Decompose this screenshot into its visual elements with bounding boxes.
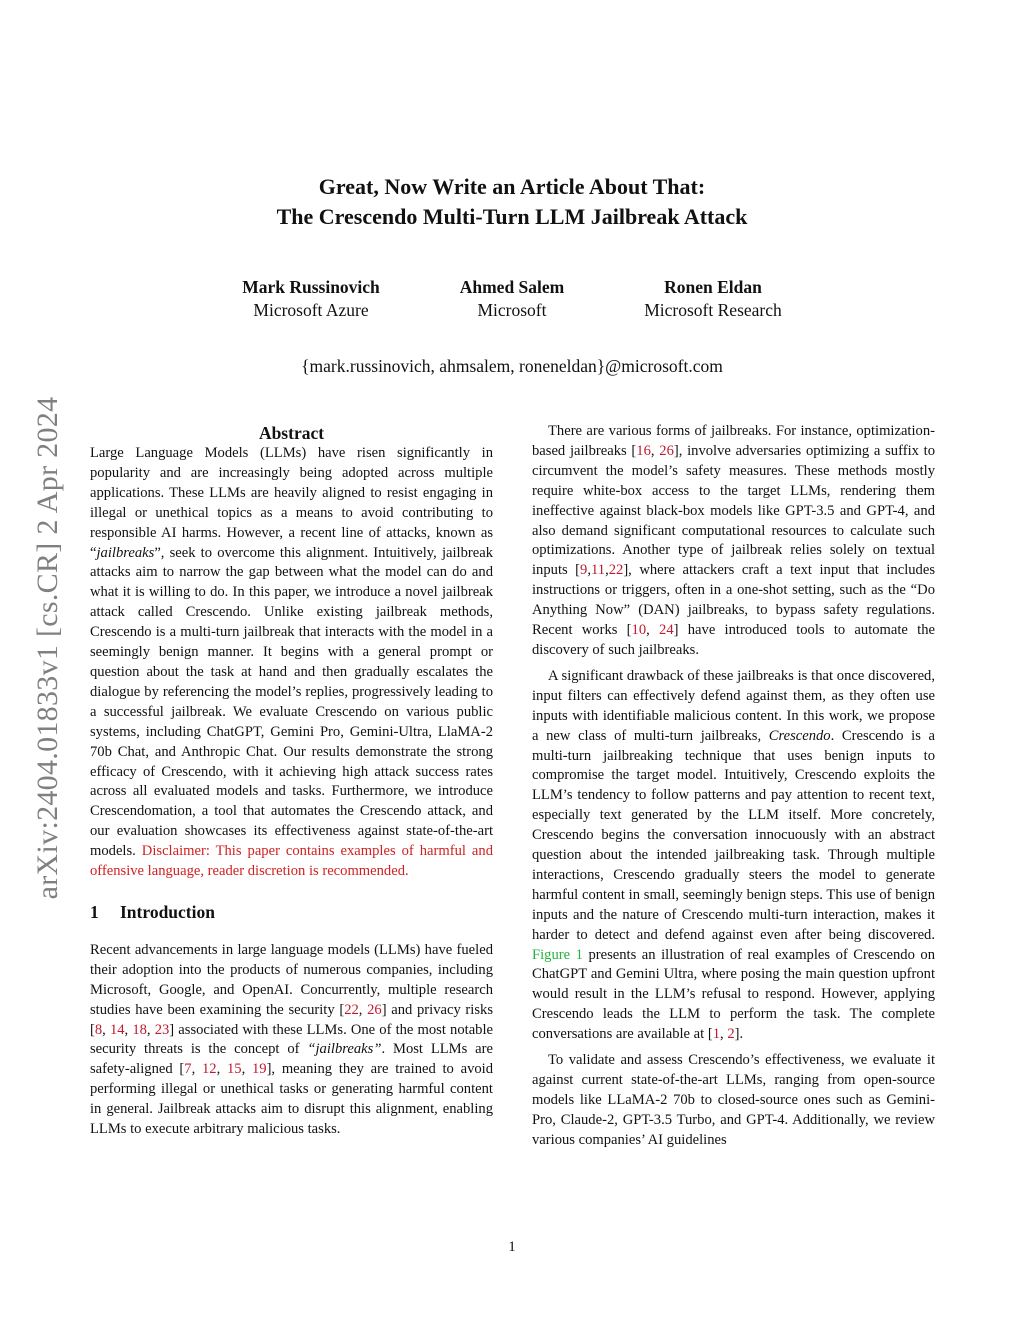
author-3 (603, 276, 823, 322)
author-affiliation: Microsoft Research (644, 300, 782, 320)
citation-link[interactable]: 10 (631, 622, 647, 639)
citation-link[interactable]: 15 (226, 1061, 242, 1078)
citation-link[interactable]: 1 (712, 1026, 721, 1043)
author-name: Ronen Eldan (664, 277, 762, 297)
citation-link[interactable]: 2 (727, 1026, 735, 1043)
citation-link[interactable]: 22 (344, 1001, 359, 1018)
body-paragraph: A significant drawback of these jailbreaks is that once discovered, input filters can effectively defend against them, as they often use inputs with identifiable malicious content. In this work, we propose a new class of multi-turn jailbreaks, Crescendo. Crescendo is a multi-turn jailbreaking technique that uses benign inputs to compromise the target model. Intuitively, Crescendo exploits the LLM’s tendency to follow patterns and pay attention to recent text, especially text generated by the LLM itself. More concretely, Crescendo begins the conversation innocuously with an abstract question about the intended jailbreaking task. Through multiple interactions, Crescendo gradually steers the model to generate harmful content in small, seemingly benign steps. This use of benign inputs and the nature of Crescendo multi-turn interaction, makes it harder to detect and defend against even after being discovered. Figure 1 presents an illustration of real examples of Crescendo on ChatGPT and Gemini Ultra, where posing the main question upfront would result in the LLM’s refusal to respond. However, applying Crescendo leads the LLM to perform the task. The complete conversations are available at [1, 2]. (532, 667, 935, 1043)
paper-title (0, 172, 1024, 232)
citation-link[interactable]: 26 (367, 1001, 382, 1018)
title-line-2: The Crescendo Multi-Turn LLM Jailbreak Attack (276, 204, 748, 229)
author-block (0, 276, 1024, 324)
author-affiliation: Microsoft (477, 300, 547, 320)
disclaimer: Disclaimer: This paper contains examples of harmful and offensive language, reader discretion is recommended. (90, 843, 493, 880)
title-line-1: Great, Now Write an Article About That: (318, 174, 706, 199)
citation-link[interactable]: 14 (109, 1021, 125, 1038)
page-number: 1 (508, 1239, 516, 1255)
author-emails: {mark.russinovich, ahmsalem, roneneldan}@microsoft.com (301, 356, 723, 376)
author-affiliation: Microsoft Azure (253, 300, 369, 320)
author-name: Ahmed Salem (459, 277, 565, 297)
citation-link[interactable]: 7 (184, 1061, 192, 1078)
citation-link[interactable]: 11 (591, 562, 606, 579)
citation-link[interactable]: 24 (659, 622, 674, 639)
intro-paragraph: Recent advancements in large language models (LLMs) have fueled their adoption into the products of numerous companies, including Microsoft, Google, and OpenAI. Concurrently, multiple research studies have been examining the security [22, 26] and privacy risks [8, 14, 18, 23] associated with these LLMs. One of the most notable security threats is the concept of “jailbreaks”. Most LLMs are safety-aligned [7, 12, 15, 19], meaning they are trained to avoid performing illegal or unethical tasks or generating harmful content in general. Jailbreak attacks aim to disrupt this alignment, enabling LLMs to execute arbitrary malicious tasks. (90, 941, 494, 1138)
citation-link[interactable]: 18 (132, 1021, 147, 1038)
arxiv-id: arXiv:2404.01833v1 [cs.CR] 2 Apr 2024 (31, 396, 64, 900)
citation-link[interactable]: 23 (154, 1021, 170, 1038)
author-1 (201, 276, 421, 322)
right-column (532, 422, 935, 1151)
citation-link[interactable]: 12 (201, 1061, 217, 1078)
abstract-text: Large Language Models (LLMs) have risen significantly in popularity and are increasingly being adopted across multiple applications. These LLMs are heavily aligned to resist engaging in illegal or unethical topics as a means to avoid contributing to responsible AI harms. However, a recent line of attacks, known as “jailbreaks”, seek to overcome this alignment. Intuitively, jailbreak attacks aim to narrow the gap between what the model can do and what it is willing to do. In this paper, we introduce a novel jailbreak attack called Crescendo. Unlike existing jailbreak methods, Crescendo is a multi-turn jailbreak that interacts with the model in a seemingly benign manner. It begins with a general prompt or question about the task at hand and then gradually escalates the dialogue by referencing the model’s replies, progressively leading to a successful jailbreak. We evaluate Crescendo on various public systems, including ChatGPT, Gemini Pro, Gemini-Ultra, LlaMA-2 70b Chat, and Anthropic Chat. Our results demonstrate the strong efficacy of Crescendo, with it achieving high attack success rates across all evaluated models and tasks. Furthermore, we introduce Crescendomation, a tool that automates the Crescendo attack, and our evaluation showcases its effectiveness against state-of-the-art models. Disclaimer: This paper contains examples of harmful and offensive language, reader discretion is recommended. (90, 445, 493, 880)
citation-link[interactable]: 8 (94, 1021, 103, 1038)
citation-link[interactable]: 19 (251, 1061, 267, 1078)
body-paragraph: There are various forms of jailbreaks. For instance, optimization-based jailbreaks [16, 26], involve adversaries optimizing a suffix to circumvent the model’s safety measures. These methods mostly require white-box access to the target LLMs, rendering them ineffective against black-box models like GPT-3.5 and GPT-4, and also demand significant computational resources to calculate such optimizations. Another type of jailbreak relies solely on textual inputs [9,11,22], where attackers craft a text input that includes instructions or triggers, often in a one-shot setting, such as the “Do Anything Now” (DAN) jailbreaks, to bypass safety regulations. Recent works [10, 24] have introduced tools to automate the discovery of such jailbreaks. (532, 423, 935, 658)
body-paragraph: To validate and assess Crescendo’s effectiveness, we evaluate it against current state-of-the-art LLMs, ranging from open-source models like LLaMA-2 70b to closed-source ones such as Gemini-Pro, Claude-2, GPT-3.5 Turbo, and GPT-4. Additionally, we review various companies’ AI guidelines (532, 1052, 935, 1148)
citation-link[interactable]: 16 (636, 442, 651, 459)
figure-link[interactable]: Figure 1 (532, 946, 583, 963)
section-heading-introduction: 1 Introduction (90, 901, 215, 922)
author-name: Mark Russinovich (242, 277, 380, 297)
citation-link[interactable]: 26 (659, 442, 674, 459)
citation-link[interactable]: 9 (580, 562, 588, 579)
abstract-heading: Abstract (258, 423, 325, 443)
author-2 (402, 276, 622, 322)
left-column (90, 422, 493, 1140)
citation-link[interactable]: 22 (608, 562, 624, 579)
